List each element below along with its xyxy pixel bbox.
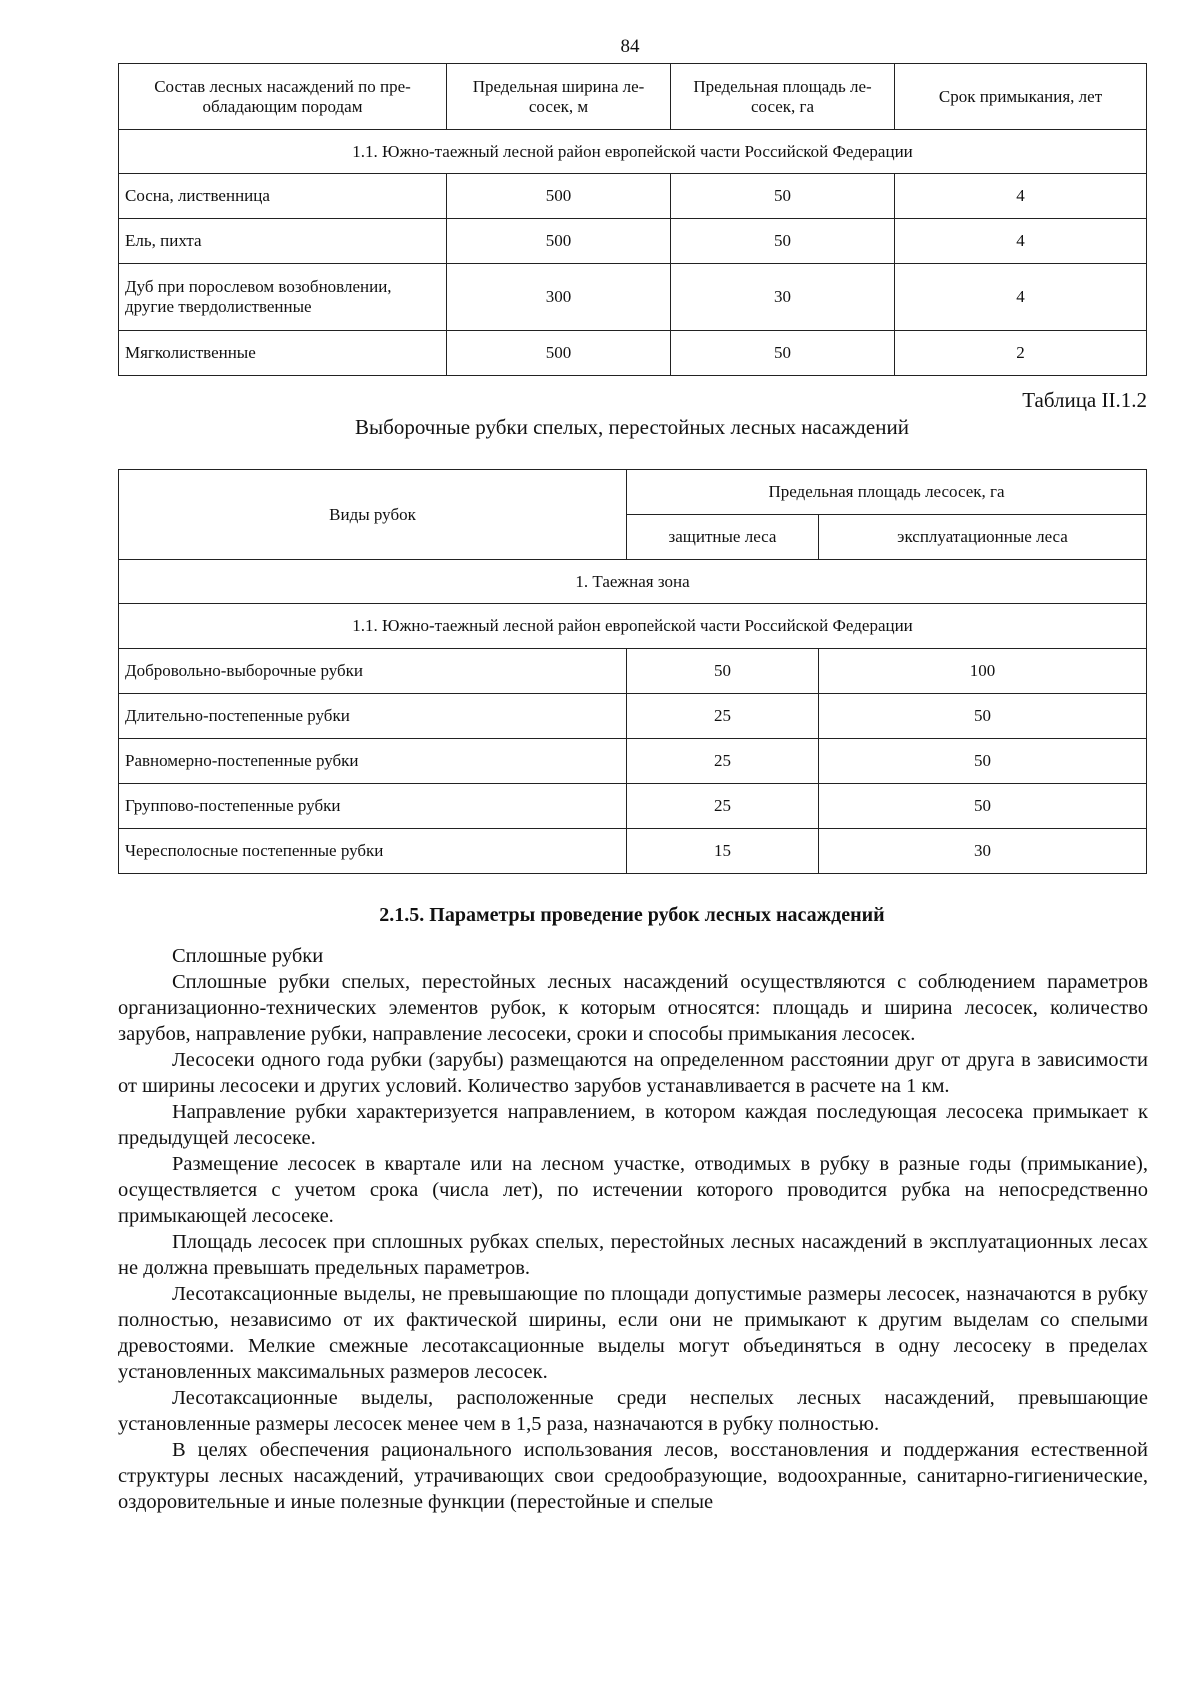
- cutting-type-cell: Чересполосные постепенные рубки: [119, 829, 627, 874]
- period-cell: 4: [895, 264, 1147, 331]
- region-label: 1.1. Южно-таежный лесной район европейской части Российской Федерации: [119, 604, 1147, 649]
- paragraph: Лесосеки одного года рубки (зарубы) размещаются на определенном расстоянии друг от друга в зависимости от ширины лесосеки и других условий. Количество зарубов устанавливается в расчете на 1 км.: [118, 1049, 1148, 1097]
- section-body: [118, 943, 1148, 1515]
- table-row: [119, 694, 1147, 739]
- exploitation-value-cell: 50: [819, 739, 1147, 784]
- region-label: 1.1. Южно-таежный лесной район европейской части Российской Федерации: [119, 130, 1147, 174]
- period-cell: 4: [895, 174, 1147, 219]
- header-max-width: Предельная ширина ле-сосек, м: [447, 64, 671, 130]
- table-caption-label: Таблица II.1.2: [1022, 388, 1147, 412]
- header-cutting-type: Виды рубок: [119, 470, 627, 560]
- protective-value-cell: 15: [627, 829, 819, 874]
- region-row: [119, 604, 1147, 649]
- width-cell: 300: [447, 264, 671, 331]
- table-header-row: [119, 64, 1147, 130]
- table-row: [119, 784, 1147, 829]
- cutting-type-cell: Длительно-постепенные рубки: [119, 694, 627, 739]
- period-cell: 2: [895, 331, 1147, 376]
- cutting-type-cell: Равномерно-постепенные рубки: [119, 739, 627, 784]
- paragraph: Направление рубки характеризуется направлением, в котором каждая последующая лесосека примыкает к предыдущей лесосеке.: [118, 1101, 1148, 1149]
- species-cell: Сосна, лиственница: [119, 174, 447, 219]
- paragraph: Площадь лесосек при сплошных рубках спелых, перестойных лесных насаждений в эксплуатационных лесах не должна превышать предельных параметров.: [118, 1231, 1148, 1279]
- protective-value-cell: 25: [627, 739, 819, 784]
- period-cell: 4: [895, 219, 1147, 264]
- header-max-area: Предельная площадь ле-сосек, га: [671, 64, 895, 130]
- table-row: [119, 264, 1147, 331]
- paragraph-subheading: Сплошные рубки: [172, 945, 324, 967]
- table-header-row: [119, 470, 1147, 515]
- table-row: [119, 219, 1147, 264]
- cutting-type-cell: Добровольно-выборочные рубки: [119, 649, 627, 694]
- protective-value-cell: 25: [627, 784, 819, 829]
- paragraph: Сплошные рубки спелых, перестойных лесных насаждений осуществляются с соблюдением параметров организационно-технических элементов рубок, к которым относятся: площадь и ширина лесосек, количество зарубов, направление рубки, направление лесосеки, сроки и способы примыкания лесосек.: [118, 971, 1148, 1045]
- species-cell: Мягколиственные: [119, 331, 447, 376]
- header-composition: Состав лесных насаждений по пре-обладающим породам: [119, 64, 447, 130]
- protective-value-cell: 50: [627, 649, 819, 694]
- table-row: [119, 829, 1147, 874]
- table-row: [119, 331, 1147, 376]
- header-area-limit: Предельная площадь лесосек, га: [627, 470, 1147, 515]
- region-row: [119, 130, 1147, 174]
- zone-row: [119, 560, 1147, 604]
- exploitation-value-cell: 50: [819, 784, 1147, 829]
- selective-cutting-table: [118, 469, 1147, 874]
- paragraph: В целях обеспечения рационального использования лесов, восстановления и поддержания естественной структуры лесных насаждений, утрачивающих свои средообразующие, водоохранные, санитарно-гигиенические, оздоровительные и иные полезные функции (перестойные и спелые: [118, 1439, 1148, 1513]
- paragraph: Лесотаксационные выделы, не превышающие по площади допустимые размеры лесосек, назначаются в рубку полностью, независимо от их фактической ширины, если они не примыкают к другим выделам со спелыми древостоями. Мелкие смежные лесотаксационные выделы могут объединяться в одну лесосеку в пределах установленных максимальных размеров лесосек.: [118, 1283, 1148, 1383]
- table-row: [119, 739, 1147, 784]
- cutting-type-cell: Группово-постепенные рубки: [119, 784, 627, 829]
- paragraph: Размещение лесосек в квартале или на лесном участке, отводимых в рубку в разные годы (примыкание), осуществляется с учетом срока (числа лет), по истечении которого проводится рубка на непосредственно примыкающей лесосеке.: [118, 1153, 1148, 1227]
- clearcut-parameters-table: [118, 63, 1147, 376]
- exploitation-value-cell: 30: [819, 829, 1147, 874]
- table-row: [119, 174, 1147, 219]
- area-cell: 50: [671, 219, 895, 264]
- width-cell: 500: [447, 331, 671, 376]
- area-cell: 50: [671, 331, 895, 376]
- species-cell: Дуб при порослевом возобновлении, другие твердолиственные: [119, 264, 447, 331]
- protective-value-cell: 25: [627, 694, 819, 739]
- page-number: 84: [620, 36, 640, 57]
- zone-label: 1. Таежная зона: [119, 560, 1147, 604]
- table-caption-title: Выборочные рубки спелых, перестойных лесных насаждений: [355, 415, 909, 439]
- section-heading: 2.1.5. Параметры проведение рубок лесных насаждений: [379, 904, 885, 926]
- exploitation-value-cell: 100: [819, 649, 1147, 694]
- width-cell: 500: [447, 174, 671, 219]
- species-cell: Ель, пихта: [119, 219, 447, 264]
- width-cell: 500: [447, 219, 671, 264]
- exploitation-value-cell: 50: [819, 694, 1147, 739]
- area-cell: 50: [671, 174, 895, 219]
- header-protective-forests: защитные леса: [627, 515, 819, 560]
- table-row: [119, 649, 1147, 694]
- paragraph: Лесотаксационные выделы, расположенные среди неспелых лесных насаждений, превышающие установленные размеры лесосек менее чем в 1,5 раза, назначаются в рубку полностью.: [118, 1387, 1148, 1435]
- header-exploitation-forests: эксплуатационные леса: [819, 515, 1147, 560]
- header-adjacency-period: Срок примыкания, лет: [895, 64, 1147, 130]
- area-cell: 30: [671, 264, 895, 331]
